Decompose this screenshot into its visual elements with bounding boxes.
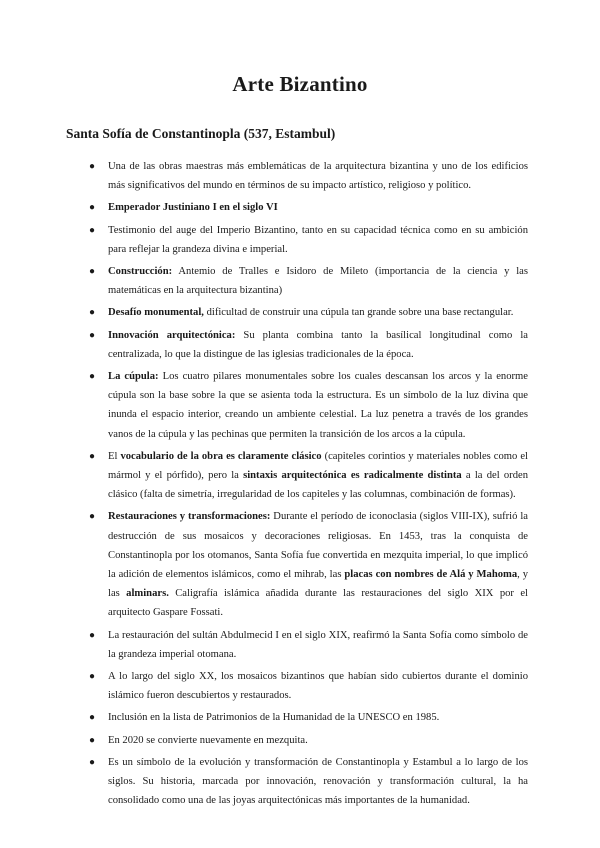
bullet-icon: ●: [89, 734, 96, 746]
list-item: ● Construcción: Antemio de Tralles e Isidoro de Mileto (importancia de la ciencia y las matemáticas en la arquitectura bizantina): [66, 262, 528, 300]
list-item: ● Inclusión en la lista de Patrimonios de la Humanidad de la UNESCO en 1985.: [66, 708, 528, 727]
bullet-icon: ●: [89, 511, 96, 523]
list-item: ● La cúpula: Los cuatro pilares monumentales sobre los cuales descansan los arcos y la enorme cúpula son la base sobre la que se asienta toda la estructura. Es un símbolo de la luz divina que inunda el espacio interior, creando un ambiente celestial. La luz penetra a través de los grandes vanos de la cúpula y las pechinas que permiten la transición de los arcos a la cúpula.: [66, 367, 528, 444]
page-title: Arte Bizantino: [232, 72, 368, 96]
bullet-icon: ●: [89, 224, 96, 236]
bullet-icon: ●: [89, 629, 96, 641]
bullet-icon: ●: [89, 450, 96, 462]
list-item: ● Restauraciones y transformaciones: Durante el período de iconoclasia (siglos VIII-IX), sufrió la destrucción de sus mosaicos y decoraciones religiosas. En 1453, tras la conquista de Constantinopla por los otomanos, Santa Sofía fue convertida en mezquita imperial, lo que implicó la adición de elementos islámicos, como el mihrab, las placas con nombres de Alá y Mahoma, y las alminars. Caligrafía islámica añadida durante las restauraciones del siglo XIX por el arquitecto Gaspare Fossati.: [66, 507, 528, 622]
list-item: ● Testimonio del auge del Imperio Bizantino, tanto en su capacidad técnica como en su ambición para reflejar la grandeza divina e imperial.: [66, 221, 528, 259]
list-item: ● Una de las obras maestras más emblemáticas de la arquitectura bizantina y uno de los edificios más significativos del mundo en términos de su impacto artístico, religioso y político.: [66, 157, 528, 195]
list-item: ● Emperador Justiniano I en el siglo VI: [66, 198, 528, 217]
bullet-icon: ●: [89, 161, 96, 172]
bullet-icon: ●: [89, 266, 96, 278]
list-item: ● Es un símbolo de la evolución y transformación de Constantinopla y Estambul a lo largo de los siglos. Su historia, marcada por innovación, renovación y transformación cultural, la ha consolidado como una de las joyas arquitectónicas más importantes de la humanidad.: [66, 753, 528, 811]
list-item: ● Desafío monumental, dificultad de construir una cúpula tan grande sobre una base rectangular.: [66, 303, 528, 322]
bullet-icon: ●: [89, 329, 96, 341]
list-item: ● A lo largo del siglo XX, los mosaicos bizantinos que habían sido cubiertos durante el dominio islámico fueron descubiertos y restaurados.: [66, 667, 528, 705]
list-item: ● Innovación arquitectónica: Su planta combina tanto la basílical longitudinal como la centralizada, lo que la distingue de las iglesias tradicionales de la época.: [66, 326, 528, 364]
section-heading: Santa Sofía de Constantinopla (537, Estambul): [66, 126, 336, 141]
bullet-icon: ●: [89, 671, 96, 683]
list-item: ● En 2020 se convierte nuevamente en mezquita.: [66, 731, 528, 750]
bullet-icon: ●: [89, 371, 96, 383]
bullet-icon: ●: [89, 202, 96, 214]
list-item: ● El vocabulario de la obra es claramente clásico (capiteles corintios y materiales nobles como el mármol y el pórfido), pero la sintaxis arquitectónica es radicalmente distinta a la del orden clásico (falta de simetría, irregularidad de los capiteles y las columnas, combinación de formas).: [66, 447, 528, 505]
bullet-icon: ●: [89, 307, 96, 319]
bullet-icon: ●: [89, 712, 96, 724]
bullet-icon: ●: [89, 756, 96, 768]
bullet-list: [66, 157, 528, 814]
list-item: ● La restauración del sultán Abdulmecid I en el siglo XIX, reafirmó la Santa Sofía como símbolo de la grandeza imperial otomana.: [66, 626, 528, 664]
